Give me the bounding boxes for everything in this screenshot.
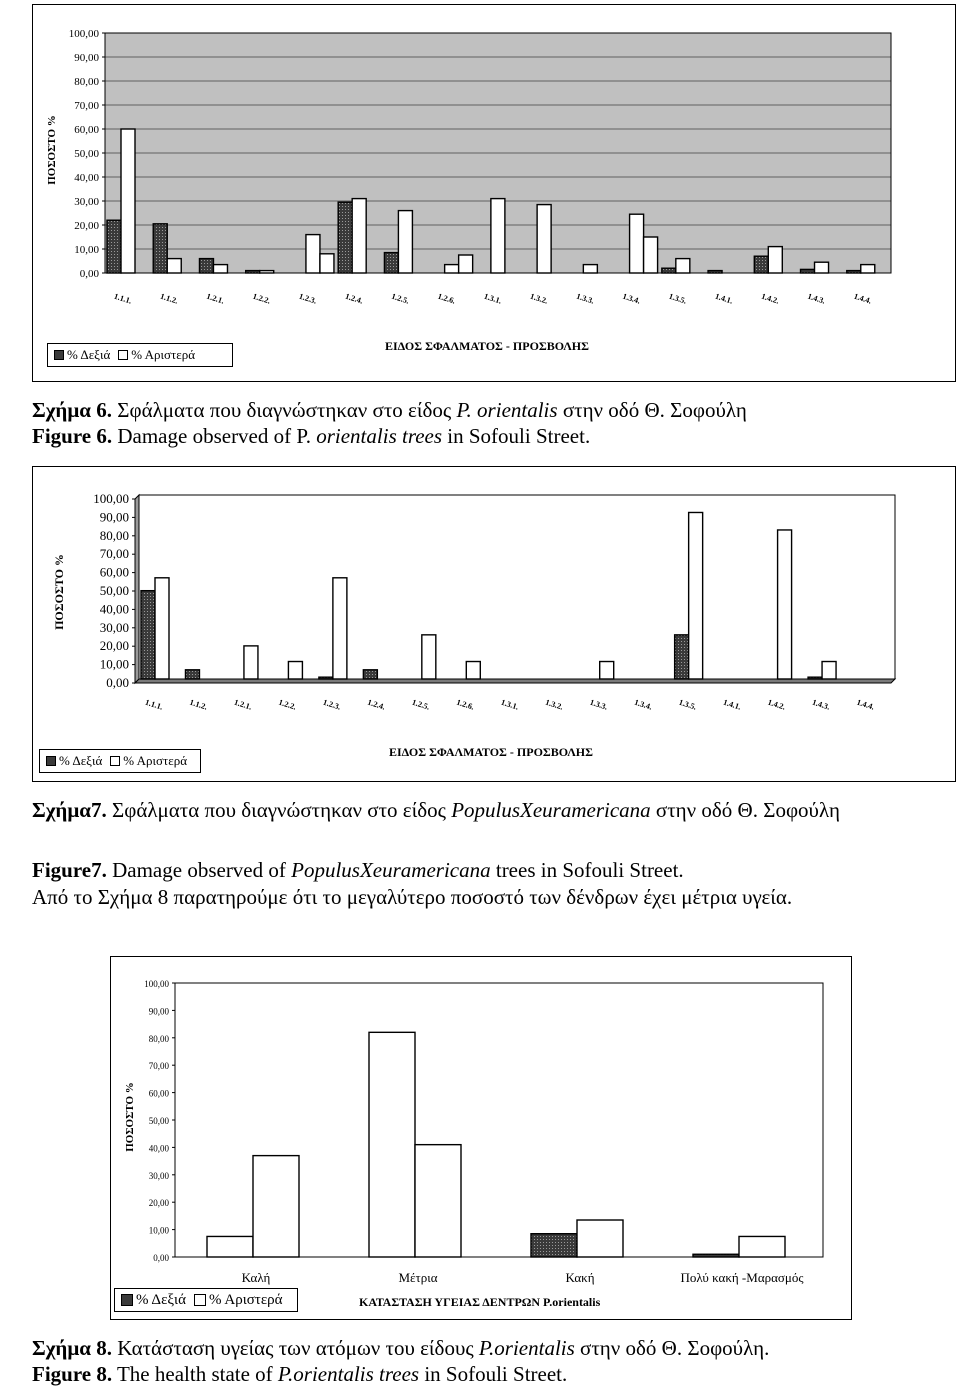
figure-8-caption-greek: [32, 1336, 952, 1361]
figure-6-svg: [33, 5, 955, 381]
body-paragraph: Από το Σχήμα 8 παρατηρούμε ότι το μεγαλύτερο ποσοστό των δένδρων έχει μέτρια υγεία.: [32, 885, 793, 909]
bar-left: [352, 199, 366, 273]
y-tick-label: 50,00: [74, 148, 99, 160]
figure-7-svg: [33, 467, 955, 781]
caption-label: Figure 6.: [32, 424, 113, 448]
x-category-label: 1.3.4.: [633, 697, 654, 712]
legend-left-swatch: [118, 350, 128, 360]
bar-left: [213, 265, 227, 273]
bar-right: [199, 259, 213, 273]
caption-species: P.orientalis trees: [277, 1362, 420, 1386]
plot-side-wall: [135, 495, 139, 683]
caption-tail: in Sofouli Street.: [419, 1362, 568, 1386]
bar-left: [121, 129, 135, 273]
y-tick-label: 30,00: [74, 196, 99, 208]
figure-6-caption-greek: [32, 398, 952, 423]
x-category-label: 1.2.4.: [344, 291, 365, 306]
figure-6-x-title: ΕΙΔΟΣ ΣΦΑΛΜΑΤΟΣ - ΠΡΟΣΒΟΛΗΣ: [385, 339, 589, 353]
x-category-label: Πολύ κακή -Μαρασμός: [680, 1270, 804, 1285]
y-tick-label: 50,00: [148, 1116, 169, 1126]
caption-text: Σφάλματα που διαγνώστηκαν στο είδος: [106, 798, 452, 822]
bar-right: [185, 670, 199, 679]
bar-right: [141, 591, 155, 679]
y-tick-label: 10,00: [74, 244, 99, 256]
figure-8-svg: [111, 957, 851, 1319]
y-tick-label: 80,00: [99, 527, 129, 543]
bar-right: [153, 224, 167, 273]
bar-left: [537, 205, 551, 273]
x-category-label: 1.2.1.: [232, 697, 253, 712]
caption-text: Σφάλματα που διαγνώστηκαν στο είδος: [111, 398, 457, 422]
figure-7-x-title: ΕΙΔΟΣ ΣΦΑΛΜΑΤΟΣ - ΠΡΟΣΒΟΛΗΣ: [389, 745, 593, 759]
x-category-label: Καλή: [241, 1270, 271, 1285]
legend-right-item: [46, 753, 102, 769]
x-category-label: 1.2.6.: [436, 291, 457, 306]
y-axis-title: ΠΟΣΟΣΤΟ %: [46, 115, 58, 185]
bar-right: [675, 635, 689, 679]
bar-right: [693, 1254, 739, 1257]
figure-8-x-title: ΚΑΤΑΣΤΑΣΗ ΥΓΕΙΑΣ ΔΕΝΤΡΩΝ P.orientalis: [359, 1295, 601, 1309]
y-tick-label: 40,00: [74, 172, 99, 184]
caption-text: Damage observed of P.: [112, 424, 317, 448]
bar-right: [384, 253, 398, 273]
legend-left-label: % Αριστερά: [131, 347, 196, 362]
y-tick-label: 60,00: [99, 564, 129, 580]
y-tick-label: 100,00: [144, 979, 169, 989]
x-category-label: 1.3.3.: [575, 291, 596, 306]
legend-right-label: % Δεξιά: [59, 753, 103, 768]
bar-left: [260, 271, 274, 273]
bar-right: [531, 1234, 577, 1257]
bar-left: [644, 237, 658, 273]
x-category-label: Μέτρια: [398, 1270, 438, 1285]
figure-8-chart: [110, 956, 852, 1320]
bar-right: [708, 271, 722, 273]
legend-right-swatch: [54, 350, 64, 360]
bar-left: [630, 214, 644, 273]
bar-left: [466, 662, 480, 679]
y-tick-label: 90,00: [99, 509, 129, 525]
bar-left: [398, 211, 412, 273]
bar-left: [459, 255, 473, 273]
bar-left: [822, 662, 836, 679]
bar-left: [207, 1236, 253, 1257]
x-category-label: 1.2.4.: [366, 697, 387, 712]
x-category-label: 1.1.2.: [159, 291, 180, 306]
y-axis-title: ΠΟΣΟΣΤΟ %: [52, 554, 66, 630]
legend-right-swatch: [46, 756, 56, 766]
caption-label: Figure7.: [32, 858, 107, 882]
caption-label: Σχήμα 6.: [32, 398, 112, 422]
bar-right: [246, 271, 260, 273]
caption-label: Figure 8.: [32, 1362, 113, 1386]
y-tick-label: 70,00: [148, 1061, 169, 1072]
x-category-label: 1.2.5.: [410, 697, 431, 712]
caption-tail: στην οδό Θ. Σοφούλη: [650, 798, 840, 822]
bar-left: [369, 1032, 415, 1257]
y-tick-label: 90,00: [74, 52, 99, 64]
caption-species: P. orientalis: [456, 398, 558, 422]
x-category-label: 1.3.5.: [667, 291, 688, 306]
y-tick-label: 20,00: [99, 638, 129, 654]
bar-left: [577, 1220, 623, 1257]
bar-right: [801, 269, 815, 273]
bar-left: [306, 235, 320, 273]
legend-left-label: % Αριστερά: [123, 753, 188, 768]
caption-tail: trees in Sofouli Street.: [490, 858, 684, 882]
bar-left: [600, 662, 614, 679]
caption-tail: στην οδό Θ. Σοφούλη.: [574, 1336, 770, 1360]
y-tick-label: 0,00: [153, 1253, 169, 1263]
y-tick-label: 70,00: [74, 100, 99, 112]
y-tick-label: 20,00: [148, 1198, 169, 1209]
y-tick-label: 80,00: [74, 76, 99, 88]
x-category-label: 1.1.1.: [144, 697, 164, 712]
y-tick-label: 90,00: [148, 1006, 169, 1017]
x-category-label: 1.1.1.: [112, 291, 133, 306]
bar-right: [363, 670, 377, 679]
bar-left: [167, 259, 181, 273]
legend-right-label: % Δεξιά: [67, 347, 111, 362]
figure-6-chart: [32, 4, 956, 382]
bar-left: [422, 635, 436, 679]
x-category-label: 1.4.3.: [811, 697, 832, 712]
y-tick-label: 30,00: [99, 619, 129, 635]
bar-left: [445, 265, 459, 273]
y-axis-title: ΠΟΣΟΣΤΟ %: [124, 1082, 136, 1152]
bar-right: [338, 202, 352, 273]
figure-7-legend: [39, 749, 201, 773]
bar-left: [288, 662, 302, 679]
figure-7-caption-greek: [32, 798, 952, 823]
x-category-label: 1.4.2.: [760, 291, 781, 306]
y-tick-label: 10,00: [99, 656, 129, 672]
figure-7-chart: [32, 466, 956, 782]
x-category-label: 1.2.3.: [321, 697, 342, 712]
y-tick-label: 60,00: [74, 124, 99, 136]
y-tick-label: 40,00: [148, 1143, 169, 1154]
caption-label: Σχήμα7.: [32, 798, 107, 822]
figure-7-caption-english: [32, 858, 952, 883]
bar-left: [244, 646, 258, 679]
figure-8-caption-english: [32, 1362, 952, 1387]
x-category-label: 1.1.2.: [188, 697, 209, 712]
y-tick-label: 100,00: [93, 491, 129, 506]
caption-text: Damage observed of: [106, 858, 292, 882]
bar-right: [319, 677, 333, 679]
y-tick-label: 0,00: [106, 675, 129, 690]
bar-right: [662, 268, 676, 273]
bar-left: [739, 1236, 785, 1257]
bar-left: [815, 262, 829, 273]
caption-tail: στην οδό Θ. Σοφούλη: [557, 398, 747, 422]
caption-label: Σχήμα 8.: [32, 1336, 112, 1360]
y-tick-label: 80,00: [148, 1033, 169, 1044]
bar-right: [107, 220, 121, 273]
bar-left: [689, 512, 703, 679]
x-category-label: 1.3.1.: [482, 291, 503, 306]
caption-species: PopulusXeuramericana: [451, 798, 651, 822]
y-tick-label: 10,00: [148, 1225, 169, 1236]
bar-left: [583, 265, 597, 273]
x-category-label: 1.2.2.: [251, 291, 272, 306]
caption-text: The health state of: [112, 1362, 278, 1386]
y-tick-label: 30,00: [148, 1170, 169, 1181]
y-tick-label: 60,00: [148, 1088, 169, 1099]
legend-left-swatch: [110, 756, 120, 766]
caption-species: orientalis trees: [316, 424, 443, 448]
legend-left-label: % Αριστερά: [208, 1291, 283, 1308]
legend-right-swatch: [121, 1294, 133, 1306]
x-category-label: 1.2.2.: [277, 697, 298, 712]
caption-species: P.orientalis: [478, 1336, 575, 1360]
figure-6-caption-english: [32, 424, 952, 449]
figure-8-legend: [114, 1288, 298, 1312]
x-category-label: 1.3.4.: [621, 291, 642, 306]
x-category-label: 1.4.2.: [766, 697, 787, 712]
legend-left-item: [194, 1292, 283, 1309]
bar-left: [253, 1156, 299, 1257]
y-tick-label: 100,00: [68, 28, 99, 40]
bar-left: [415, 1145, 461, 1257]
bar-left: [333, 578, 347, 679]
x-category-label: 1.3.2.: [529, 291, 549, 306]
x-category-label: 1.4.4.: [852, 291, 873, 306]
x-category-label: 1.4.4.: [855, 697, 876, 712]
bar-left: [861, 265, 875, 273]
y-tick-label: 70,00: [99, 546, 129, 562]
bar-left: [320, 254, 334, 273]
bar-right: [847, 271, 861, 273]
legend-left-item: [110, 753, 187, 769]
bar-right: [754, 256, 768, 273]
x-category-label: 1.3.1.: [499, 697, 520, 712]
bar-left: [676, 259, 690, 273]
y-tick-label: 40,00: [99, 601, 129, 617]
legend-left-swatch: [194, 1294, 206, 1306]
y-tick-label: 20,00: [74, 220, 99, 232]
x-category-label: 1.2.6.: [455, 697, 476, 712]
bar-left: [778, 530, 792, 679]
x-category-label: 1.2.1.: [205, 291, 226, 306]
legend-left-item: [118, 347, 195, 363]
y-tick-label: 0,00: [79, 268, 99, 280]
x-category-label: 1.2.5.: [390, 291, 411, 306]
legend-right-label: % Δεξιά: [136, 1291, 186, 1308]
x-category-label: Κακή: [565, 1270, 595, 1285]
bar-left: [768, 247, 782, 273]
y-tick-label: 50,00: [99, 583, 129, 598]
x-category-label: 1.3.3.: [588, 697, 609, 712]
legend-right-item: [54, 347, 110, 363]
bar-right: [808, 677, 822, 679]
x-category-label: 1.3.5.: [677, 697, 698, 712]
caption-species: PopulusXeuramericana: [291, 858, 491, 882]
x-category-label: 1.4.1.: [722, 697, 743, 712]
x-category-label: 1.2.3.: [297, 291, 318, 306]
bar-left: [491, 199, 505, 273]
x-category-label: 1.4.3.: [806, 291, 827, 306]
caption-tail: in Sofouli Street.: [442, 424, 591, 448]
legend-right-item: [121, 1292, 186, 1309]
figure-6-legend: [47, 343, 233, 367]
x-category-label: 1.4.1.: [713, 291, 734, 306]
bar-left: [155, 578, 169, 679]
caption-text: Κατάσταση υγείας των ατόμων του είδους: [111, 1336, 479, 1360]
x-category-label: 1.3.2.: [544, 697, 565, 712]
